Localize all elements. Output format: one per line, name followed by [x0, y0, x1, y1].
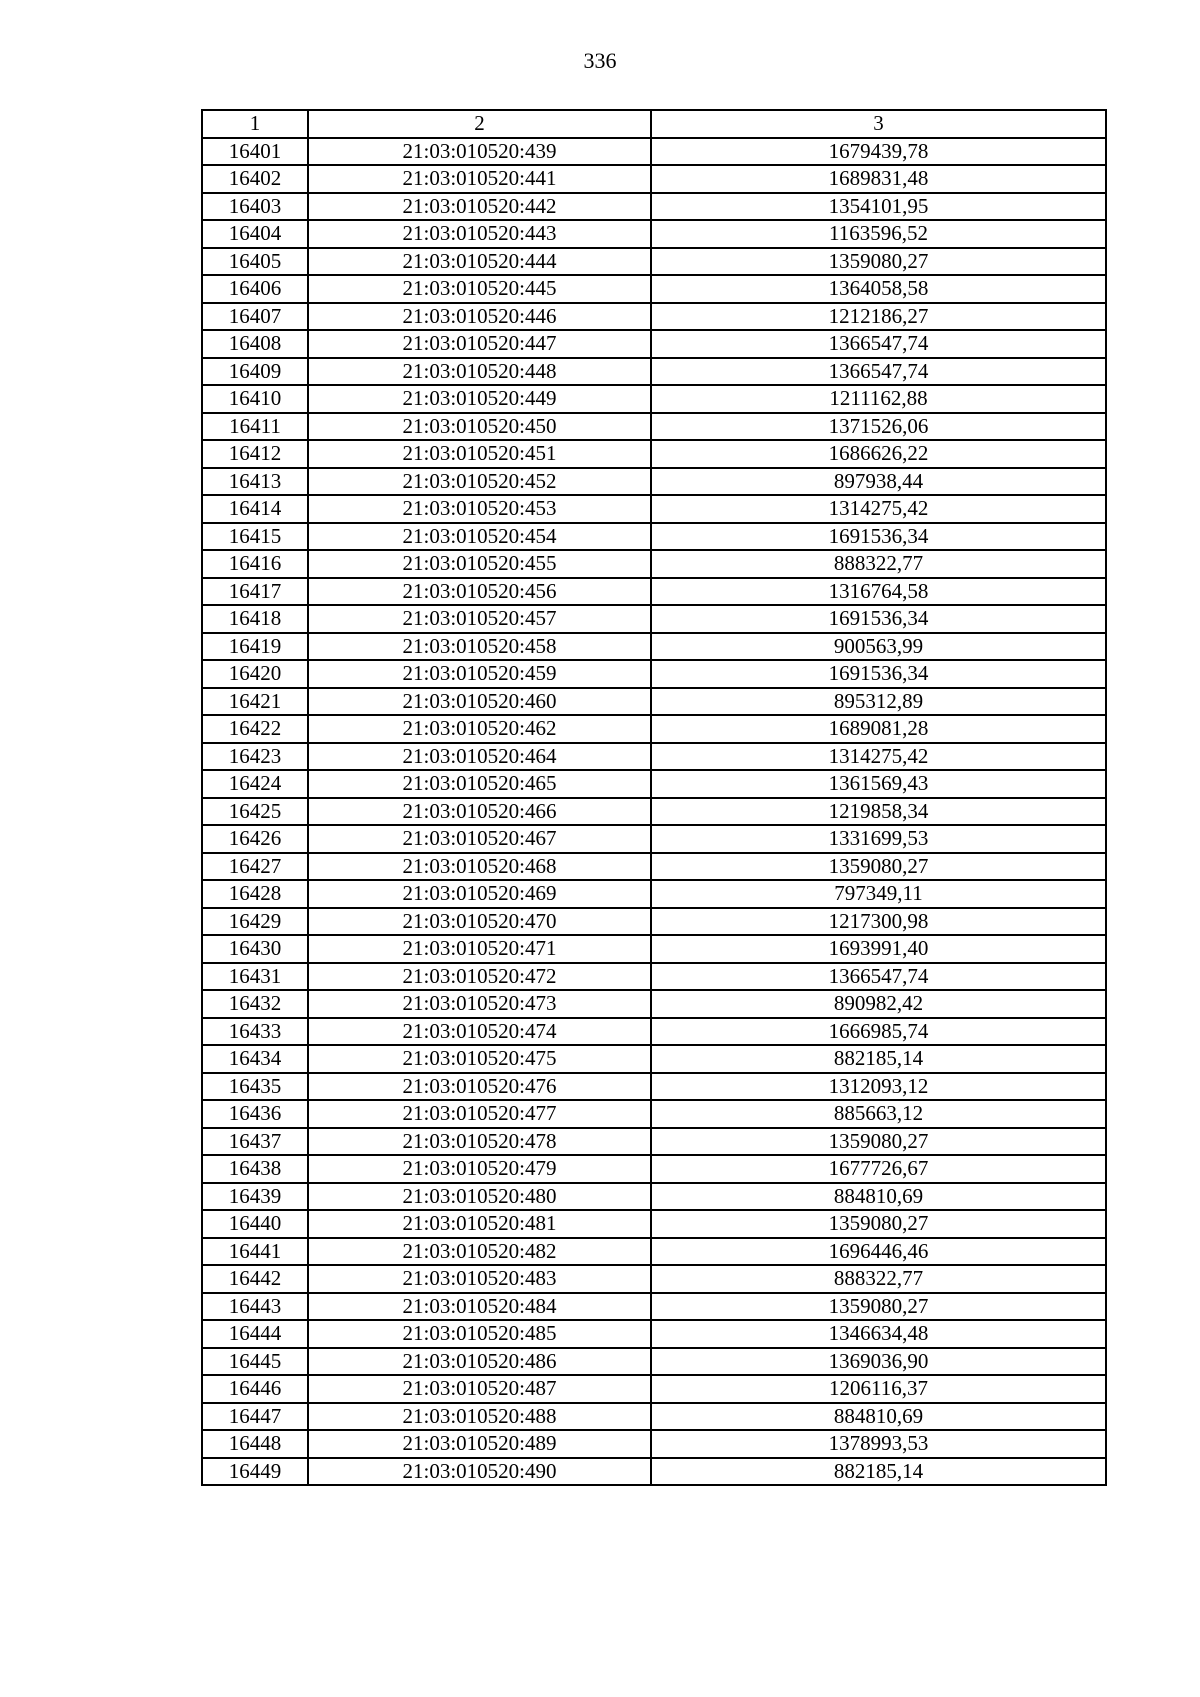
cadastral-number-cell: 21:03:010520:486 [308, 1348, 651, 1376]
header-cell-2: 2 [308, 110, 651, 138]
value-cell: 1366547,74 [651, 963, 1106, 991]
cadastral-number-cell: 21:03:010520:462 [308, 715, 651, 743]
table-row [202, 633, 1106, 661]
table-row [202, 1430, 1106, 1458]
row-number-cell: 16412 [202, 440, 308, 468]
table-row [202, 1375, 1106, 1403]
value-cell: 1689831,48 [651, 165, 1106, 193]
row-number-cell: 16442 [202, 1265, 308, 1293]
table-row [202, 275, 1106, 303]
row-number-cell: 16445 [202, 1348, 308, 1376]
table-row [202, 1210, 1106, 1238]
value-cell: 888322,77 [651, 1265, 1106, 1293]
table-row [202, 908, 1106, 936]
value-cell: 885663,12 [651, 1100, 1106, 1128]
table-row [202, 798, 1106, 826]
row-number-cell: 16431 [202, 963, 308, 991]
cadastral-number-cell: 21:03:010520:468 [308, 853, 651, 881]
row-number-cell: 16420 [202, 660, 308, 688]
value-cell: 1359080,27 [651, 853, 1106, 881]
cadastral-number-cell: 21:03:010520:472 [308, 963, 651, 991]
table-row [202, 853, 1106, 881]
header-cell-3: 3 [651, 110, 1106, 138]
value-cell: 1359080,27 [651, 248, 1106, 276]
cadastral-number-cell: 21:03:010520:481 [308, 1210, 651, 1238]
table-row [202, 880, 1106, 908]
value-cell: 1693991,40 [651, 935, 1106, 963]
row-number-cell: 16437 [202, 1128, 308, 1156]
cadastral-number-cell: 21:03:010520:460 [308, 688, 651, 716]
row-number-cell: 16434 [202, 1045, 308, 1073]
value-cell: 1378993,53 [651, 1430, 1106, 1458]
row-number-cell: 16447 [202, 1403, 308, 1431]
value-cell: 1312093,12 [651, 1073, 1106, 1101]
row-number-cell: 16441 [202, 1238, 308, 1266]
value-cell: 884810,69 [651, 1403, 1106, 1431]
cadastral-number-cell: 21:03:010520:447 [308, 330, 651, 358]
cadastral-number-cell: 21:03:010520:479 [308, 1155, 651, 1183]
value-cell: 1689081,28 [651, 715, 1106, 743]
cadastral-number-cell: 21:03:010520:484 [308, 1293, 651, 1321]
value-cell: 1677726,67 [651, 1155, 1106, 1183]
table-row [202, 1128, 1106, 1156]
table-row [202, 193, 1106, 221]
table-row [202, 220, 1106, 248]
table-row [202, 1320, 1106, 1348]
cadastral-number-cell: 21:03:010520:474 [308, 1018, 651, 1046]
table-row [202, 1348, 1106, 1376]
cadastral-number-cell: 21:03:010520:475 [308, 1045, 651, 1073]
row-number-cell: 16443 [202, 1293, 308, 1321]
row-number-cell: 16433 [202, 1018, 308, 1046]
cadastral-number-cell: 21:03:010520:490 [308, 1458, 651, 1486]
cadastral-number-cell: 21:03:010520:467 [308, 825, 651, 853]
cadastral-number-cell: 21:03:010520:457 [308, 605, 651, 633]
row-number-cell: 16406 [202, 275, 308, 303]
header-cell-1: 1 [202, 110, 308, 138]
table-row [202, 770, 1106, 798]
value-cell: 1354101,95 [651, 193, 1106, 221]
row-number-cell: 16401 [202, 138, 308, 166]
value-cell: 1366547,74 [651, 358, 1106, 386]
value-cell: 1331699,53 [651, 825, 1106, 853]
cadastral-number-cell: 21:03:010520:448 [308, 358, 651, 386]
cadastral-number-cell: 21:03:010520:458 [308, 633, 651, 661]
value-cell: 1359080,27 [651, 1128, 1106, 1156]
row-number-cell: 16427 [202, 853, 308, 881]
value-cell: 882185,14 [651, 1045, 1106, 1073]
row-number-cell: 16424 [202, 770, 308, 798]
row-number-cell: 16422 [202, 715, 308, 743]
table-row [202, 468, 1106, 496]
cadastral-number-cell: 21:03:010520:439 [308, 138, 651, 166]
row-number-cell: 16426 [202, 825, 308, 853]
cadastral-number-cell: 21:03:010520:466 [308, 798, 651, 826]
table-row [202, 248, 1106, 276]
cadastral-number-cell: 21:03:010520:464 [308, 743, 651, 771]
row-number-cell: 16429 [202, 908, 308, 936]
table-row [202, 1403, 1106, 1431]
cadastral-number-cell: 21:03:010520:450 [308, 413, 651, 441]
value-cell: 897938,44 [651, 468, 1106, 496]
value-cell: 1364058,58 [651, 275, 1106, 303]
cadastral-number-cell: 21:03:010520:454 [308, 523, 651, 551]
cadastral-number-cell: 21:03:010520:443 [308, 220, 651, 248]
row-number-cell: 16415 [202, 523, 308, 551]
cadastral-number-cell: 21:03:010520:489 [308, 1430, 651, 1458]
table-row [202, 138, 1106, 166]
table-row [202, 688, 1106, 716]
row-number-cell: 16438 [202, 1155, 308, 1183]
cadastral-number-cell: 21:03:010520:453 [308, 495, 651, 523]
table-header [202, 110, 1106, 138]
table-row [202, 578, 1106, 606]
table-row [202, 1045, 1106, 1073]
row-number-cell: 16416 [202, 550, 308, 578]
cadastral-number-cell: 21:03:010520:483 [308, 1265, 651, 1293]
value-cell: 1369036,90 [651, 1348, 1106, 1376]
table-row [202, 1265, 1106, 1293]
table-row [202, 715, 1106, 743]
cadastral-number-cell: 21:03:010520:482 [308, 1238, 651, 1266]
cadastral-number-cell: 21:03:010520:488 [308, 1403, 651, 1431]
table-row [202, 1183, 1106, 1211]
cadastral-number-cell: 21:03:010520:480 [308, 1183, 651, 1211]
table-row [202, 523, 1106, 551]
value-cell: 888322,77 [651, 550, 1106, 578]
value-cell: 1691536,34 [651, 523, 1106, 551]
table-row [202, 358, 1106, 386]
row-number-cell: 16402 [202, 165, 308, 193]
cadastral-number-cell: 21:03:010520:470 [308, 908, 651, 936]
page-number: 336 [583, 48, 617, 73]
value-cell: 1359080,27 [651, 1293, 1106, 1321]
row-number-cell: 16407 [202, 303, 308, 331]
cadastral-number-cell: 21:03:010520:441 [308, 165, 651, 193]
table-row [202, 495, 1106, 523]
value-cell: 1686626,22 [651, 440, 1106, 468]
table-row [202, 963, 1106, 991]
cadastral-number-cell: 21:03:010520:455 [308, 550, 651, 578]
table-row [202, 440, 1106, 468]
table-row [202, 330, 1106, 358]
row-number-cell: 16414 [202, 495, 308, 523]
row-number-cell: 16428 [202, 880, 308, 908]
row-number-cell: 16409 [202, 358, 308, 386]
table-row [202, 660, 1106, 688]
cadastral-number-cell: 21:03:010520:487 [308, 1375, 651, 1403]
row-number-cell: 16425 [202, 798, 308, 826]
cadastral-number-cell: 21:03:010520:449 [308, 385, 651, 413]
value-cell: 797349,11 [651, 880, 1106, 908]
value-cell: 1212186,27 [651, 303, 1106, 331]
cadastral-number-cell: 21:03:010520:459 [308, 660, 651, 688]
value-cell: 1219858,34 [651, 798, 1106, 826]
cadastral-number-cell: 21:03:010520:476 [308, 1073, 651, 1101]
row-number-cell: 16436 [202, 1100, 308, 1128]
table-row [202, 165, 1106, 193]
row-number-cell: 16423 [202, 743, 308, 771]
table-row [202, 1100, 1106, 1128]
table-row [202, 1018, 1106, 1046]
row-number-cell: 16418 [202, 605, 308, 633]
row-number-cell: 16439 [202, 1183, 308, 1211]
cadastral-number-cell: 21:03:010520:469 [308, 880, 651, 908]
value-cell: 1359080,27 [651, 1210, 1106, 1238]
table-row [202, 303, 1106, 331]
value-cell: 1314275,42 [651, 743, 1106, 771]
value-cell: 1163596,52 [651, 220, 1106, 248]
cadastral-number-cell: 21:03:010520:442 [308, 193, 651, 221]
value-cell: 1366547,74 [651, 330, 1106, 358]
table-row [202, 605, 1106, 633]
row-number-cell: 16408 [202, 330, 308, 358]
cadastral-number-cell: 21:03:010520:446 [308, 303, 651, 331]
header-row [202, 110, 1106, 138]
row-number-cell: 16448 [202, 1430, 308, 1458]
cadastral-number-cell: 21:03:010520:471 [308, 935, 651, 963]
value-cell: 1691536,34 [651, 660, 1106, 688]
value-cell: 1696446,46 [651, 1238, 1106, 1266]
cadastral-number-cell: 21:03:010520:456 [308, 578, 651, 606]
table-row [202, 1458, 1106, 1486]
cadastral-number-cell: 21:03:010520:444 [308, 248, 651, 276]
value-cell: 1316764,58 [651, 578, 1106, 606]
value-cell: 1679439,78 [651, 138, 1106, 166]
row-number-cell: 16421 [202, 688, 308, 716]
data-table [201, 109, 1107, 1486]
row-number-cell: 16411 [202, 413, 308, 441]
value-cell: 882185,14 [651, 1458, 1106, 1486]
cadastral-number-cell: 21:03:010520:465 [308, 770, 651, 798]
table-row [202, 990, 1106, 1018]
value-cell: 1666985,74 [651, 1018, 1106, 1046]
table-row [202, 1238, 1106, 1266]
row-number-cell: 16432 [202, 990, 308, 1018]
row-number-cell: 16430 [202, 935, 308, 963]
value-cell: 890982,42 [651, 990, 1106, 1018]
value-cell: 1691536,34 [651, 605, 1106, 633]
table-row [202, 743, 1106, 771]
table-row [202, 1155, 1106, 1183]
row-number-cell: 16413 [202, 468, 308, 496]
value-cell: 884810,69 [651, 1183, 1106, 1211]
row-number-cell: 16419 [202, 633, 308, 661]
value-cell: 895312,89 [651, 688, 1106, 716]
row-number-cell: 16440 [202, 1210, 308, 1238]
row-number-cell: 16435 [202, 1073, 308, 1101]
table-row [202, 385, 1106, 413]
table-body [202, 138, 1106, 1486]
row-number-cell: 16404 [202, 220, 308, 248]
value-cell: 1361569,43 [651, 770, 1106, 798]
table-row [202, 1293, 1106, 1321]
value-cell: 900563,99 [651, 633, 1106, 661]
value-cell: 1217300,98 [651, 908, 1106, 936]
row-number-cell: 16417 [202, 578, 308, 606]
value-cell: 1371526,06 [651, 413, 1106, 441]
cadastral-number-cell: 21:03:010520:451 [308, 440, 651, 468]
table-row [202, 550, 1106, 578]
value-cell: 1206116,37 [651, 1375, 1106, 1403]
row-number-cell: 16410 [202, 385, 308, 413]
table-row [202, 825, 1106, 853]
table-row [202, 1073, 1106, 1101]
table-row [202, 935, 1106, 963]
cadastral-number-cell: 21:03:010520:452 [308, 468, 651, 496]
cadastral-number-cell: 21:03:010520:445 [308, 275, 651, 303]
row-number-cell: 16449 [202, 1458, 308, 1486]
row-number-cell: 16444 [202, 1320, 308, 1348]
value-cell: 1314275,42 [651, 495, 1106, 523]
row-number-cell: 16405 [202, 248, 308, 276]
table-row [202, 413, 1106, 441]
value-cell: 1346634,48 [651, 1320, 1106, 1348]
cadastral-number-cell: 21:03:010520:477 [308, 1100, 651, 1128]
cadastral-number-cell: 21:03:010520:485 [308, 1320, 651, 1348]
cadastral-number-cell: 21:03:010520:478 [308, 1128, 651, 1156]
cadastral-number-cell: 21:03:010520:473 [308, 990, 651, 1018]
value-cell: 1211162,88 [651, 385, 1106, 413]
row-number-cell: 16446 [202, 1375, 308, 1403]
row-number-cell: 16403 [202, 193, 308, 221]
